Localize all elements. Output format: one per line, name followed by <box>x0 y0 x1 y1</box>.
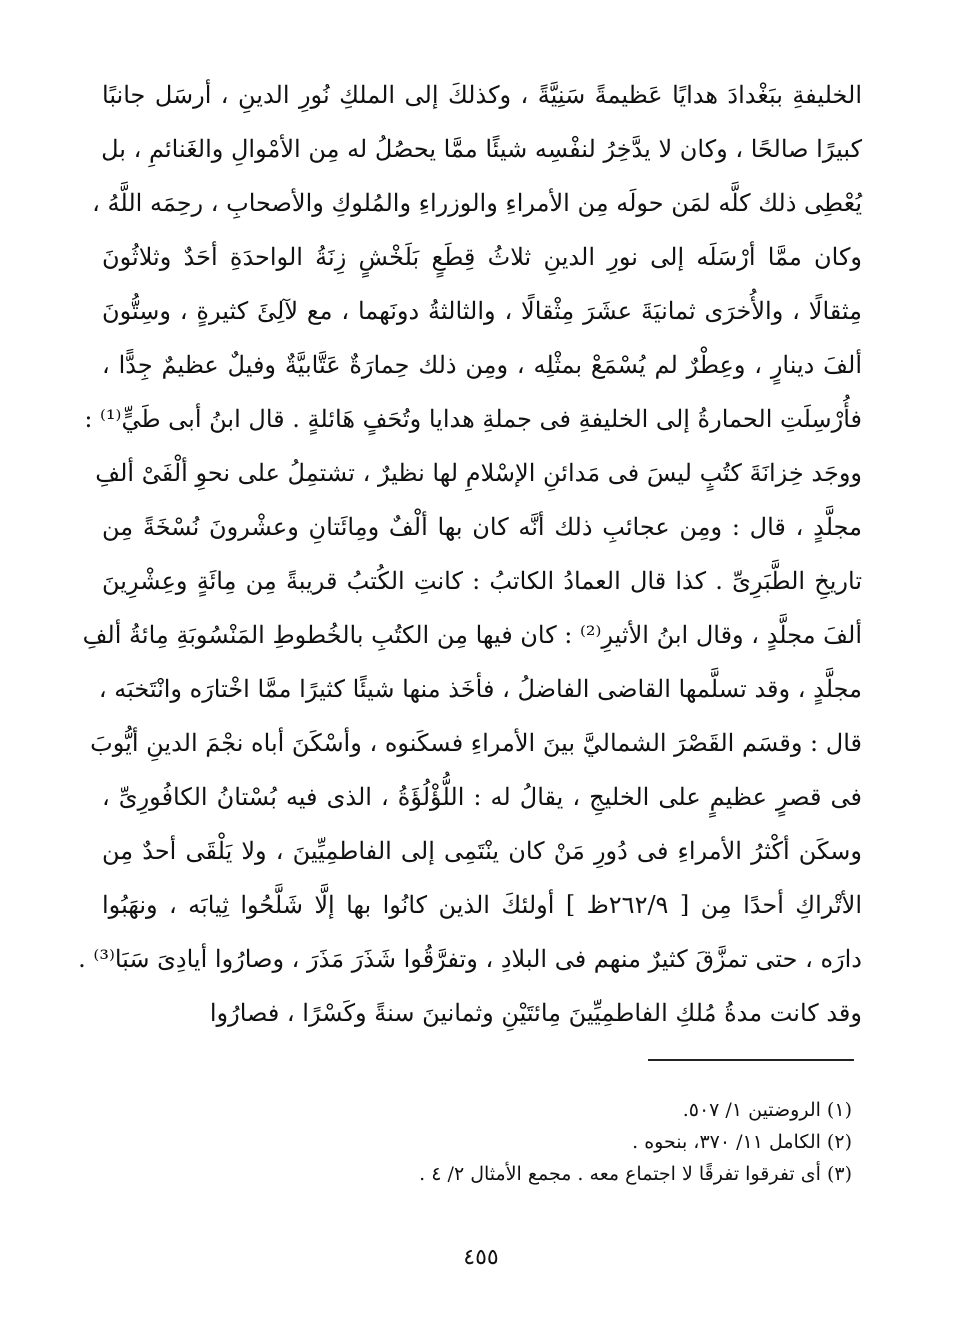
text-line-13: قال : وقسَم القَصْرَ الشماليَّ بينَ الأمراءِ فسكَنوه ، وأسْكَنَ أباه نجْمَ الدينِ أيُّوبَ <box>90 729 862 757</box>
text-line-1: الخليفةِ ببَغْدادَ هدايًا عَظيمةً سَنِيَّةً ، وكذلكَ إلى الملكِ نُورِ الدينِ ، أرسَل جانبًا <box>102 81 862 109</box>
text-line-18: وقد كانت مدةُ مُلكِ الفاطمِيِّينَ مِائتَيْنِ وثمانينَ سنةً وكَسْرًا ، فصارُوا <box>209 999 862 1027</box>
text-line-3: يُعْطِى ذلك كلَّه لمَن حولَه مِن الأمراءِ والوزراءِ والمُلوكِ والأصحابِ ، رحِمَه اللَّهُ ، <box>92 189 862 217</box>
footnotes <box>152 1094 852 1190</box>
text-line-8: ووجَد خِزانَةَ كتُبٍ ليسَ فى مَدائنِ الإسْلامِ لها نظيرٌ ، تشتمِلُ على نحوِ ألْفَىْ ألفِ <box>95 459 862 487</box>
text-line-2: كبيرًا صالحًا ، وكان لا يدَّخِرُ لنفْسِه شيئًا ممَّا يحصُلُ له مِن الأمْوالِ والغَنائمِ ، بل <box>101 135 862 163</box>
footnote-3: (٣) أى تفرقوا تفرقًا لا اجتماع معه . مجمع الأمثال ٢/ ٤ . <box>419 1163 852 1185</box>
text-line-17: دارَه ، حتى تمزَّقَ كثيرٌ منهم فى البلادِ ، وتفرَّقُوا شَذَرَ مَذَرَ ، وصارُوا أيادِىَ سَبَا⁽³⁾ . <box>78 945 862 973</box>
text-line-11: ألفَ مجلَّدٍ ، وقال ابنُ الأثيرِ⁽²⁾ : كان فيها مِن الكتُبِ بالخُطوطِ المَنْسُوبَةِ مِائةُ ألفِ <box>82 621 862 649</box>
page-number: ٤٥٥ <box>463 1245 499 1270</box>
text-line-9: مجلَّدٍ ، قال : ومِن عجائبِ ذلك أنَّه كان بها ألْفٌ ومِائَتانِ وعشْرونَ نُسْخَةً مِن <box>102 513 862 541</box>
text-line-6: ألفَ دينارٍ ، وعِطْرٌ لم يُسْمَعْ بمثْلِه ، ومِن ذلك حِمارَةٌ عَتَّابيَّةٌ وفيلٌ عظيمٌ جِدًّا ، <box>102 351 862 379</box>
text-line-4: وكان ممَّا أرْسَلَه إلى نورِ الدينِ ثلاثُ قِطَعٍ بَلَخْشٍ زِنَةُ الواحدَةِ أحَدٌ وثلاثُونَ <box>102 243 862 271</box>
main-text <box>78 68 863 1040</box>
text-line-16: الأتْراكِ أحدًا مِن [ ٢٦٢/٩ظ ] أولئكَ الذين كانُوا بها إلَّا شَلَّحُوا ثِيابَه ، ونهَبُوا <box>102 891 863 919</box>
text-line-14: فى قصرٍ عظيمٍ على الخليجِ ، يقالُ له : اللُّؤْلُؤَةُ ، الذى فيه بُسْتانُ الكافُورِىِّ ، <box>102 783 862 811</box>
text-line-7: فأُرْسِلَتِ الحمارةُ إلى الخليفةِ فى جملةِ هدايا وتُحَفٍ هَائلةٍ . قال ابنُ أبى طَيٍّ⁽¹⁾ : <box>84 405 862 433</box>
footnote-divider <box>648 1059 854 1061</box>
text-line-12: مجلَّدٍ ، وقد تسلَّمها القاضى الفاضلُ ، فأخَذ منها شيئًا كثيرًا ممَّا اخْتارَه وانْتَخبَه ، <box>98 675 862 703</box>
text-line-10: تاريخِ الطَّبَرِىِّ . كذا قال العمادُ الكاتبُ : كانتِ الكُتبُ قريبةً مِن مِائَةٍ وعِشْرِينَ <box>102 567 862 595</box>
text-line-5: مِثقالًا ، والأُخرَى ثمانيَةَ عشَرَ مِثْقالًا ، والثالثةُ دونَهما ، مع لآلِئَ كثيرةٍ ، وسِتُّونَ <box>102 297 863 325</box>
text-line-15: وسكَن أكْثرُ الأمراءِ فى دُورِ مَنْ كان ينْتَمِى إلى الفاطمِيِّينَ ، ولا يَلْقَى أحدٌ مِن <box>102 837 862 865</box>
footnote-1: (١) الروضتين ١/ ٥٠٧. <box>682 1099 852 1121</box>
footnote-2: (٢) الكامل ١١/ ٣٧٠، بنحوه . <box>632 1131 852 1153</box>
